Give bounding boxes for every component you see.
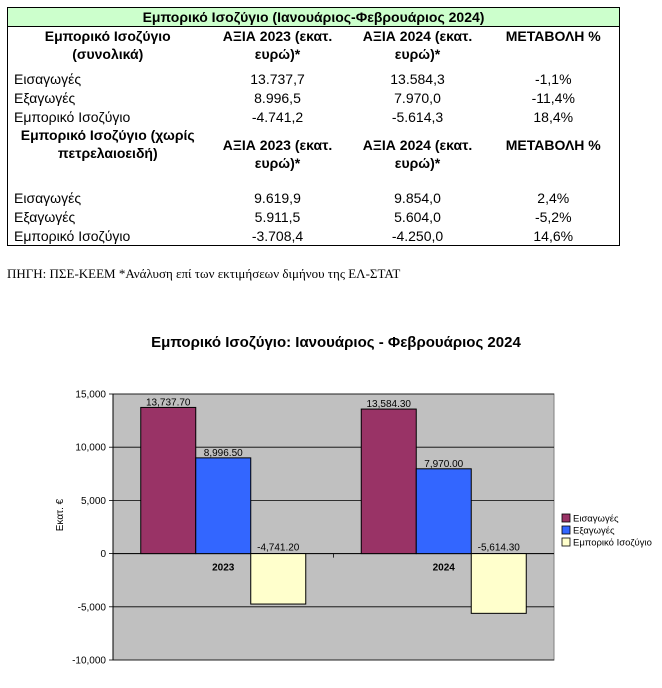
section2-header-2023: ΑΞΙΑ 2023 (εκατ. ευρώ)*	[222, 137, 333, 171]
legend-swatch	[562, 538, 570, 546]
source-note: ΠΗΓΗ: ΠΣΕ-ΚΕΕΜ *Ανάλυση επί των εκτιμήσεων διμήνου της ΕΛ-ΣΤΑΤ	[7, 266, 401, 281]
row-change: -5,2%	[534, 208, 572, 225]
row-value-2023: 9.619,9	[254, 189, 301, 206]
section1-header-2023: ΑΞΙΑ 2023 (εκατ. ευρώ)*	[222, 28, 333, 62]
x-tick-label: 2024	[432, 562, 455, 574]
data-label: -5,614.30	[477, 542, 520, 554]
legend-swatch	[562, 514, 570, 522]
y-tick-label: 5,000	[80, 495, 106, 507]
chart-container	[0, 320, 662, 683]
legend	[562, 514, 652, 549]
y-tick-label: -5,000	[77, 602, 106, 614]
row-label: Εισαγωγές	[14, 189, 82, 206]
bar-1-2023	[141, 407, 196, 553]
table-title: Εμπορικό Ισοζύγιο (Ιανουάριος-Φεβρουάριος 2024)	[8, 8, 620, 27]
y-axis-label: Εκατ. €	[55, 498, 66, 532]
row-change: 18,4%	[533, 108, 574, 125]
row-change: -11,4%	[531, 89, 575, 106]
y-tick-label: 15,000	[75, 389, 106, 401]
data-label: -4,741.20	[257, 542, 300, 554]
legend-label: Εξαγωγές	[573, 525, 615, 537]
row-value-2024: 13.584,3	[390, 70, 445, 87]
bar-2-2023	[196, 458, 251, 554]
section2-header-change: ΜΕΤΑΒΟΛΗ %	[505, 137, 601, 153]
x-tick-label: 2023	[212, 562, 235, 574]
section2-header-row	[8, 126, 620, 188]
data-label: 7,970.00	[424, 458, 464, 470]
row-value-2024: 5.604,0	[394, 208, 441, 225]
section2-header-label: Εμπορικό Ισοζύγιο (χωρίς πετρελαιοειδή)	[20, 127, 195, 161]
bar-3-2023	[251, 554, 306, 604]
y-tick-label: 10,000	[75, 442, 106, 454]
table-row	[8, 107, 620, 126]
row-value-2023: 13.737,7	[250, 70, 305, 87]
row-value-2024: -5.614,3	[391, 108, 444, 125]
legend-swatch	[562, 526, 570, 534]
table-row	[8, 69, 620, 88]
y-tick-label: -10,000	[72, 655, 106, 667]
bar-1-2024	[361, 409, 416, 554]
section1-header-row	[8, 27, 620, 70]
table-row	[8, 226, 620, 246]
row-value-2023: -3.708,4	[251, 227, 304, 244]
section1-header-change: ΜΕΤΑΒΟΛΗ %	[505, 28, 601, 44]
row-value-2023: 8.996,5	[254, 89, 301, 106]
table-row	[8, 188, 620, 207]
bar-3-2024	[471, 554, 526, 614]
section1-header-label: Εμπορικό Ισοζύγιο (συνολικά)	[44, 28, 171, 62]
row-value-2024: 9.854,0	[394, 189, 441, 206]
row-label: Εμπορικό Ισοζύγιο	[14, 227, 131, 244]
legend-label: Εισαγωγές	[573, 513, 619, 525]
row-change: 2,4%	[537, 189, 570, 206]
row-value-2023: -4.741,2	[251, 108, 304, 125]
row-label: Εμπορικό Ισοζύγιο	[14, 108, 131, 125]
row-label: Εξαγωγές	[14, 208, 76, 225]
row-label: Εισαγωγές	[14, 70, 82, 87]
row-label: Εξαγωγές	[14, 89, 76, 106]
data-label: 13,737.70	[146, 397, 191, 409]
row-value-2024: -4.250,0	[391, 227, 444, 244]
chart-title: Εμπορικό Ισοζύγιο: Ιανουάριος - Φεβρουάριος 2024	[151, 334, 521, 351]
row-change: -1,1%	[534, 70, 572, 87]
section1-header-2024: ΑΞΙΑ 2024 (εκατ. ευρώ)*	[362, 28, 473, 62]
trade-balance-table-container	[7, 7, 619, 246]
y-tick-label: 0	[100, 549, 106, 561]
row-change: 14,6%	[533, 227, 574, 244]
table-row	[8, 88, 620, 107]
data-label: 13,584.30	[366, 399, 411, 411]
table-row	[8, 207, 620, 226]
section2-header-2024: ΑΞΙΑ 2024 (εκατ. ευρώ)*	[362, 137, 473, 171]
bar-2-2024	[416, 469, 471, 554]
data-label: 8,996.50	[203, 447, 243, 459]
trade-balance-table	[7, 7, 620, 246]
row-value-2023: 5.911,5	[254, 208, 301, 225]
row-value-2024: 7.970,0	[394, 89, 441, 106]
legend-label: Εμπορικό Ισοζύγιο	[573, 537, 652, 549]
bar-chart	[0, 320, 662, 683]
